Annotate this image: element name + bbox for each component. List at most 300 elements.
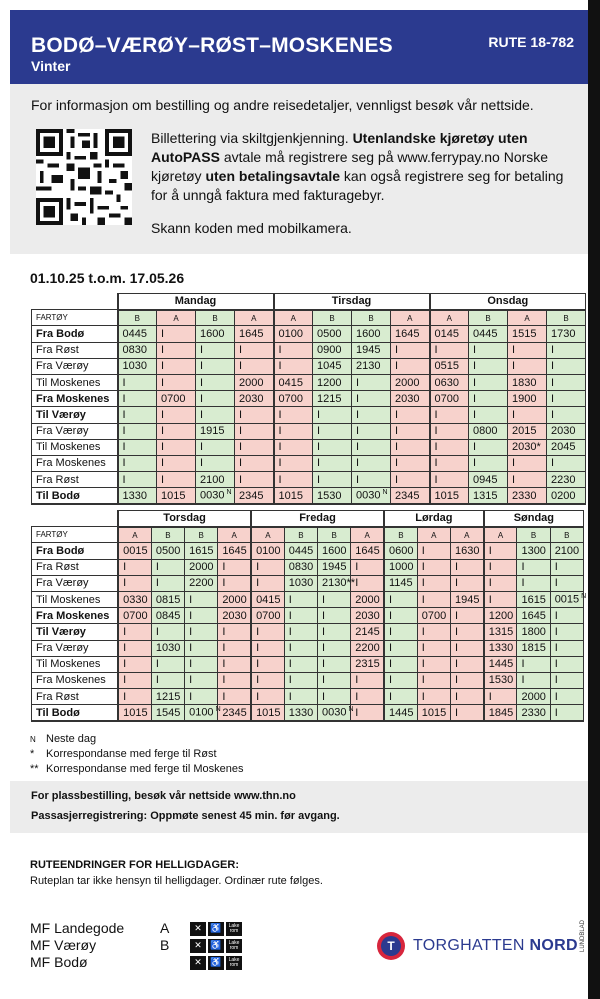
departure-time: I — [547, 342, 586, 358]
departure-time: 1330 — [118, 488, 157, 504]
vessel-code-cell: B — [550, 527, 583, 543]
departure-time: I — [284, 656, 317, 672]
departure-time: I — [157, 358, 196, 374]
departure-time: 0800 — [469, 423, 508, 439]
vessel-code-cell: A — [450, 527, 483, 543]
validity-period: 01.10.25 t.o.m. 17.05.26 — [30, 270, 185, 286]
departure-time: I — [185, 689, 218, 705]
departure-time: 2230 — [547, 472, 586, 488]
table-row — [32, 575, 584, 591]
day-header: Mandag — [118, 294, 274, 310]
info-text: For informasjon om bestilling og andre reisedetaljer, vennligst besøk vår nettside. — [31, 97, 534, 113]
departure-time: 2045 — [547, 439, 586, 455]
departure-time: 1815 — [517, 640, 550, 656]
qr-code-icon[interactable] — [36, 129, 132, 225]
departure-time: 0830 — [118, 342, 157, 358]
departure-time: 1215 — [313, 391, 352, 407]
vessel-code-cell: A — [218, 527, 251, 543]
departure-time: 2200 — [185, 575, 218, 591]
departure-time: I — [118, 374, 157, 390]
departure-time: 2030 — [218, 608, 251, 624]
departure-time: I — [318, 624, 351, 640]
departure-time: I — [450, 705, 483, 721]
table-row — [32, 439, 586, 455]
table-row — [32, 326, 586, 342]
departure-time: 0500 — [151, 543, 184, 559]
departure-time: I — [235, 407, 274, 423]
vessel-code-cell: B — [284, 527, 317, 543]
departure-time: I — [450, 640, 483, 656]
departure-time: 1015 — [118, 705, 151, 721]
departure-time: 0630 — [430, 374, 469, 390]
day-header: Tirsdag — [274, 294, 430, 310]
departure-time: 0415 — [274, 374, 313, 390]
torghatten-logo — [377, 932, 578, 960]
departure-time: 1830 — [508, 374, 547, 390]
departure-time: 0500 — [313, 326, 352, 342]
departure-time: 2345 — [391, 488, 430, 504]
departure-time: I — [450, 672, 483, 688]
departure-time: 0330 — [118, 591, 151, 607]
vessel-code: A — [160, 920, 170, 936]
day-header: Torsdag — [118, 511, 251, 527]
departure-time: 1030 — [118, 358, 157, 374]
table-row — [32, 672, 584, 688]
departure-time: 0145 — [430, 326, 469, 342]
departure-time: I — [384, 656, 417, 672]
departure-time: I — [313, 455, 352, 471]
departure-time: I — [196, 342, 235, 358]
departure-time: I — [430, 455, 469, 471]
departure-time: 1600 — [352, 326, 391, 342]
vessel-code-cell: B — [352, 310, 391, 326]
departure-time: I — [469, 455, 508, 471]
stop-label: Fra Røst — [32, 559, 119, 575]
departure-time: I — [391, 342, 430, 358]
departure-time: I — [157, 423, 196, 439]
departure-time: I — [430, 407, 469, 423]
departure-time: 2030 — [351, 608, 384, 624]
vessel-code: B — [160, 937, 170, 953]
departure-time: I — [417, 672, 450, 688]
timetable-thu-sun — [31, 510, 587, 722]
stop-label: Fra Værøy — [32, 423, 118, 439]
departure-time: I — [318, 608, 351, 624]
departure-time: I — [196, 358, 235, 374]
vessel-code-cell: A — [391, 310, 430, 326]
departure-time: 0515 — [430, 358, 469, 374]
departure-time: 1900 — [508, 391, 547, 407]
vessel-code-cell: B — [313, 310, 352, 326]
vessel-code-cell: B — [196, 310, 235, 326]
timetable-mon-wed — [31, 293, 586, 505]
vessel-code-cell: A — [235, 310, 274, 326]
stop-label: Til Moskenes — [32, 656, 119, 672]
departure-time: 2000 — [185, 559, 218, 575]
departure-time: I — [417, 591, 450, 607]
food-icon: ✕ — [190, 956, 206, 970]
departure-time: 1645 — [517, 608, 550, 624]
departure-time: 0100 — [251, 543, 284, 559]
departure-time: I — [384, 640, 417, 656]
departure-time: 0015 $^N$ — [550, 591, 583, 607]
departure-time: I — [384, 591, 417, 607]
wheelchair-icon: ♿ — [208, 939, 224, 953]
departure-time: I — [235, 342, 274, 358]
departure-time: 0415 — [251, 591, 284, 607]
departure-time: 1545 — [151, 705, 184, 721]
route-number: RUTE 18-782 — [488, 34, 574, 50]
departure-time: I — [118, 689, 151, 705]
departure-time: I — [484, 689, 517, 705]
departure-time: 0015 — [118, 543, 151, 559]
day-header: Fredag — [251, 511, 384, 527]
departure-time: I — [157, 342, 196, 358]
departure-time: I — [118, 656, 151, 672]
departure-time: I — [151, 575, 184, 591]
departure-time: 1615 — [185, 543, 218, 559]
vessel-code-cell: B — [384, 527, 417, 543]
departure-time: I — [547, 358, 586, 374]
departure-time: 2030 — [547, 423, 586, 439]
departure-time: 1330 — [284, 705, 317, 721]
departure-time: I — [352, 407, 391, 423]
departure-time: I — [185, 640, 218, 656]
departure-time: 0700 — [274, 391, 313, 407]
departure-time: I — [274, 342, 313, 358]
departure-time: I — [517, 656, 550, 672]
departure-time: 2145 — [351, 624, 384, 640]
departure-time: I — [352, 439, 391, 455]
stop-label: Til Bodø — [32, 705, 119, 721]
departure-time: I — [391, 439, 430, 455]
table-row — [32, 624, 584, 640]
departure-time: 1645 — [351, 543, 384, 559]
departure-time: I — [469, 391, 508, 407]
departure-time: I — [417, 640, 450, 656]
departure-time: I — [235, 423, 274, 439]
lounge-icon: Lake rom — [226, 956, 242, 970]
departure-time: 1530 — [484, 672, 517, 688]
departure-time: 2130** — [318, 575, 351, 591]
stop-label: Fra Moskenes — [32, 455, 118, 471]
departure-time: I — [351, 689, 384, 705]
departure-time: 2330 — [508, 488, 547, 504]
departure-time: I — [384, 608, 417, 624]
departure-time: I — [384, 689, 417, 705]
departure-time: 1000 — [384, 559, 417, 575]
departure-time: I — [351, 705, 384, 721]
departure-time: I — [391, 423, 430, 439]
table-row — [32, 543, 584, 559]
departure-time: I — [185, 624, 218, 640]
departure-time: I — [185, 656, 218, 672]
departure-time: I — [352, 472, 391, 488]
departure-time: I — [484, 591, 517, 607]
stop-label: Til Værøy — [32, 624, 119, 640]
departure-time: 1600 — [318, 543, 351, 559]
departure-time: 2000 — [391, 374, 430, 390]
stop-label: Fra Røst — [32, 689, 119, 705]
departure-time: I — [151, 559, 184, 575]
departure-time: 2100 — [550, 543, 583, 559]
departure-time: 0845 — [151, 608, 184, 624]
departure-time: I — [547, 455, 586, 471]
holiday-text: Ruteplan tar ikke hensyn til helligdager. Ordinær rute følges. — [30, 875, 323, 887]
vessel-name: MF Landegode — [30, 920, 125, 936]
departure-time: 2000 — [351, 591, 384, 607]
stop-label: Fra Moskenes — [32, 391, 118, 407]
departure-time: I — [284, 689, 317, 705]
departure-time: 1515 — [508, 326, 547, 342]
departure-time: 1015 — [430, 488, 469, 504]
departure-time: I — [352, 423, 391, 439]
departure-time: 0030 $^N$ — [318, 705, 351, 721]
stop-label: Fra Værøy — [32, 575, 119, 591]
departure-time: 2030* — [508, 439, 547, 455]
departure-time: I — [251, 559, 284, 575]
departure-time: I — [218, 689, 251, 705]
stop-label: Fra Bodø — [32, 326, 118, 342]
departure-time: 2000 — [218, 591, 251, 607]
departure-time: I — [351, 575, 384, 591]
departure-time: I — [284, 608, 317, 624]
departure-time: I — [469, 374, 508, 390]
table-row — [32, 608, 584, 624]
vessel-code-cell: B — [151, 527, 184, 543]
printer-mark: LUNDBLAD — [580, 919, 586, 952]
day-header: Onsdag — [430, 294, 586, 310]
table-row — [32, 705, 584, 721]
departure-time: I — [118, 455, 157, 471]
logo-brand: TORGHATTEN — [413, 937, 525, 954]
day-header: Søndag — [484, 511, 584, 527]
vessel-code-cell: A — [508, 310, 547, 326]
departure-time: 0830 — [284, 559, 317, 575]
vessel-code-cell: A — [251, 527, 284, 543]
departure-time: 1015 — [157, 488, 196, 504]
departure-time: 1015 — [417, 705, 450, 721]
footnote: N Neste dag — [30, 733, 97, 745]
departure-time: I — [417, 689, 450, 705]
vessel-code-cell: A — [484, 527, 517, 543]
departure-time: I — [196, 439, 235, 455]
departure-time: I — [318, 689, 351, 705]
stop-label: Til Moskenes — [32, 439, 118, 455]
departure-time: I — [118, 559, 151, 575]
stop-label: Til Moskenes — [32, 591, 119, 607]
departure-time: I — [318, 656, 351, 672]
stop-label: Fra Moskenes — [32, 608, 119, 624]
departure-time: I — [118, 640, 151, 656]
vessel-code-cell: B — [547, 310, 586, 326]
departure-time: I — [430, 439, 469, 455]
route-header — [10, 10, 588, 84]
passenger-registration-text: Passasjerregistrering: Oppmøte senest 45 min. før avgang. — [31, 810, 340, 822]
departure-time: 1730 — [547, 326, 586, 342]
scan-instruction: Skann koden med mobilkamera. — [151, 220, 352, 236]
departure-time: I — [196, 455, 235, 471]
departure-time: I — [118, 407, 157, 423]
departure-time: I — [157, 374, 196, 390]
stop-label: Fra Værøy — [32, 358, 118, 374]
vessel-name: MF Bodø — [30, 954, 88, 970]
departure-time: I — [517, 672, 550, 688]
table-row — [32, 374, 586, 390]
departure-time: 0945 — [469, 472, 508, 488]
departure-time: I — [550, 656, 583, 672]
departure-time: I — [185, 608, 218, 624]
departure-time: 1445 — [484, 656, 517, 672]
departure-time: I — [157, 439, 196, 455]
departure-time: I — [550, 559, 583, 575]
departure-time: I — [185, 591, 218, 607]
departure-time: 0600 — [384, 543, 417, 559]
departure-time: I — [517, 559, 550, 575]
table-row — [32, 488, 586, 504]
vessel-code-cell: A — [417, 527, 450, 543]
departure-time: I — [469, 439, 508, 455]
departure-time: I — [251, 672, 284, 688]
departure-time: 2200 — [351, 640, 384, 656]
departure-time: I — [417, 656, 450, 672]
table-row — [32, 455, 586, 471]
departure-time: I — [118, 439, 157, 455]
departure-time: I — [196, 391, 235, 407]
departure-time: 1600 — [196, 326, 235, 342]
departure-time: 0700 — [251, 608, 284, 624]
table-row — [32, 407, 586, 423]
route-title: BODØ–VÆRØY–RØST–MOSKENES — [31, 34, 393, 57]
departure-time: 2330 — [517, 705, 550, 721]
stop-label: Til Bodø — [32, 488, 118, 504]
departure-time: 0030 $^N$ — [352, 488, 391, 504]
departure-time: 1015 — [251, 705, 284, 721]
departure-time: 1200 — [313, 374, 352, 390]
stop-label: Fra Moskenes — [32, 672, 119, 688]
departure-time: I — [235, 455, 274, 471]
vessel-row — [30, 920, 242, 937]
departure-time: 0200 — [547, 488, 586, 504]
departure-time: I — [450, 689, 483, 705]
departure-time: 1530 — [313, 488, 352, 504]
departure-time: 0700 — [118, 608, 151, 624]
departure-time: 2345 — [218, 705, 251, 721]
departure-time: I — [235, 472, 274, 488]
vessel-code-cell: A — [351, 527, 384, 543]
departure-time: 0100 — [274, 326, 313, 342]
departure-time: 2100 — [196, 472, 235, 488]
vessel-code-cell: A — [118, 527, 151, 543]
departure-time: I — [196, 374, 235, 390]
departure-time: I — [274, 439, 313, 455]
departure-time: 1445 — [384, 705, 417, 721]
departure-time: 0700 — [417, 608, 450, 624]
departure-time: I — [157, 326, 196, 342]
departure-time: 1645 — [391, 326, 430, 342]
departure-time: 1200 — [484, 608, 517, 624]
departure-time: 1915 — [196, 423, 235, 439]
departure-time: I — [151, 672, 184, 688]
table-row — [32, 640, 584, 656]
ticketing-text: Billettering via skiltgjenkjenning. Utenlandske kjøretøy uten AutoPASS avtale må registrere seg på www.ferrypay.no Norske kjøretøy uten betalingsavtale kan også registrere seg for betaling for å unngå faktura med fakturagebyr. — [151, 130, 564, 203]
departure-time: I — [157, 455, 196, 471]
departure-time: 0900 — [313, 342, 352, 358]
table-row — [32, 689, 584, 705]
departure-time: I — [450, 624, 483, 640]
wheelchair-icon: ♿ — [208, 956, 224, 970]
departure-time: I — [550, 705, 583, 721]
departure-time: 1945 — [450, 591, 483, 607]
departure-time: I — [469, 407, 508, 423]
vessel-code-cell: B — [318, 527, 351, 543]
departure-time: I — [547, 391, 586, 407]
departure-time: I — [508, 407, 547, 423]
departure-time: I — [157, 407, 196, 423]
departure-time: I — [430, 342, 469, 358]
departure-time: I — [417, 559, 450, 575]
departure-time: I — [318, 591, 351, 607]
departure-time: I — [550, 689, 583, 705]
page-edge — [588, 0, 600, 999]
departure-time: 1615 — [517, 591, 550, 607]
departure-time: I — [251, 575, 284, 591]
departure-time: I — [508, 472, 547, 488]
departure-time: I — [450, 575, 483, 591]
footnote: ** Korrespondanse med ferge til Moskenes — [30, 763, 244, 775]
vessel-code-cell: B — [185, 527, 218, 543]
departure-time: 0030 $^N$ — [196, 488, 235, 504]
booking-text: For plassbestilling, besøk vår nettside www.thn.no — [31, 790, 296, 802]
departure-time: I — [450, 608, 483, 624]
departure-time: I — [508, 358, 547, 374]
vessel-code-cell: A — [157, 310, 196, 326]
departure-time: I — [235, 439, 274, 455]
departure-time: 1030 — [151, 640, 184, 656]
departure-time: I — [550, 640, 583, 656]
departure-time: 1030 — [284, 575, 317, 591]
stop-label: Til Moskenes — [32, 374, 118, 390]
departure-time: I — [218, 624, 251, 640]
departure-time: I — [251, 624, 284, 640]
departure-time: 1645 — [235, 326, 274, 342]
departure-time: I — [450, 656, 483, 672]
departure-time: I — [318, 640, 351, 656]
departure-time: I — [284, 672, 317, 688]
departure-time: I — [547, 407, 586, 423]
departure-time: 0445 — [469, 326, 508, 342]
departure-time: 1945 — [318, 559, 351, 575]
departure-time: I — [352, 391, 391, 407]
departure-time: 1630 — [450, 543, 483, 559]
departure-time: I — [251, 656, 284, 672]
departure-time: 0815 — [151, 591, 184, 607]
departure-time: I — [274, 358, 313, 374]
departure-time: 2345 — [235, 488, 274, 504]
table-row — [32, 423, 586, 439]
departure-time: I — [251, 689, 284, 705]
departure-time: I — [391, 358, 430, 374]
departure-time: I — [417, 543, 450, 559]
departure-time: I — [235, 358, 274, 374]
departure-time: I — [517, 575, 550, 591]
stop-label: Til Værøy — [32, 407, 118, 423]
departure-time: 2130 — [352, 358, 391, 374]
departure-time: 1315 — [469, 488, 508, 504]
stop-label: Fra Røst — [32, 342, 118, 358]
lounge-icon: Lake rom — [226, 939, 242, 953]
vessel-code-cell: B — [118, 310, 157, 326]
